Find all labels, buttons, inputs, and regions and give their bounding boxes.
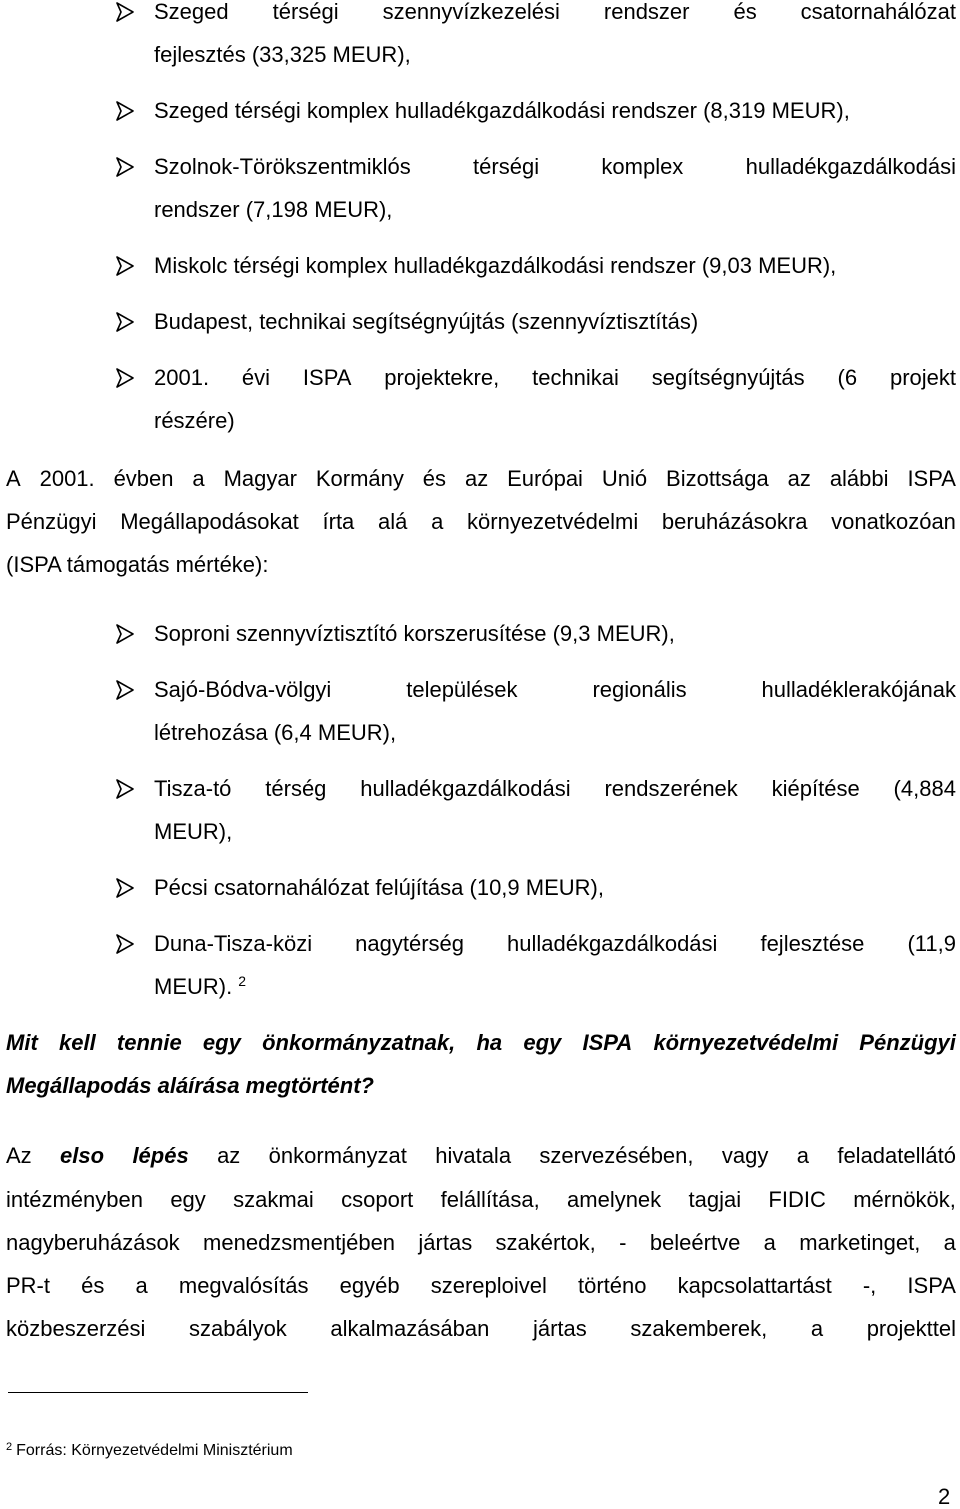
list-item-line: Szolnok-Törökszentmiklós térségi komplex hulladékgazdálkodási xyxy=(154,154,956,179)
paragraph-line: (ISPA támogatás mértéke): xyxy=(6,552,269,577)
question-line: Megállapodás aláírása megtörtént? xyxy=(6,1073,374,1098)
bullet-arrow-icon xyxy=(114,156,138,180)
footnote-ref: 2 xyxy=(238,973,247,989)
list-item-text: Miskolc térségi komplex hulladékgazdálkodási rendszer (9,03 MEUR), xyxy=(154,253,837,278)
paragraph-line: Az elso lépés az önkormányzat hivatala szervezésében, vagy a feladatellátó xyxy=(6,1143,956,1168)
list-item-line: Szeged térségi szennyvízkezelési rendszer és csatornahálózat xyxy=(154,0,956,24)
paragraph-line: A 2001. évben a Magyar Kormány és az Európai Unió Bizottsága az alábbi ISPA xyxy=(6,466,956,491)
bullet-arrow-icon xyxy=(114,679,138,703)
question-line: Mit kell tennie egy önkormányzatnak, ha egy ISPA környezetvédelmi Pénzügyi xyxy=(6,1030,956,1055)
footnote-text: Forrás: Környezetvédelmi Minisztérium xyxy=(16,1442,293,1459)
list-item-line xyxy=(154,195,392,225)
list-item-text: Budapest, technikai segítségnyújtás (szennyvíztisztítás) xyxy=(154,309,699,334)
list-item-line xyxy=(154,718,396,748)
paragraph-line: nagyberuházások menedzsmentjében jártas szakértok, - beleértve a marketinget, a xyxy=(6,1230,956,1255)
list-item-line: Tisza-tó térség hulladékgazdálkodási rendszerének kiépítése (4,884 xyxy=(154,776,956,801)
footnote-separator xyxy=(8,1392,308,1393)
bullet-arrow-icon xyxy=(114,255,138,279)
footnote xyxy=(6,1440,293,1462)
list-item-text: rendszer (7,198 MEUR), xyxy=(154,197,393,222)
list-item-line xyxy=(154,40,411,70)
list-item-line: Duna-Tisza-közi nagytérség hulladékgazdálkodási fejlesztése (11,9 xyxy=(154,931,956,956)
list-item-text: Szeged térségi komplex hulladékgazdálkodási rendszer (8,319 MEUR), xyxy=(154,98,850,123)
list-item-line: 2001. évi ISPA projektekre, technikai segítségnyújtás (6 projekt xyxy=(154,365,956,390)
list-item-text: fejlesztés (33,325 MEUR), xyxy=(154,42,411,67)
paragraph-line: PR-t és a megvalósítás egyéb szereploivel történo kapcsolattartást -, ISPA xyxy=(6,1273,956,1298)
list-item-line xyxy=(154,307,698,337)
list-item-line xyxy=(154,619,675,649)
bullet-arrow-icon xyxy=(114,623,138,647)
list-item-text: MEUR). xyxy=(154,974,233,999)
bullet-arrow-icon xyxy=(114,367,138,391)
paragraph-line: Pénzügyi Megállapodásokat írta alá a környezetvédelmi beruházásokra vonatkozóan xyxy=(6,509,956,534)
list-item-text: létrehozása (6,4 MEUR), xyxy=(154,720,397,745)
bullet-arrow-icon xyxy=(114,1,138,25)
list-item-text: Pécsi csatornahálózat felújítása (10,9 MEUR), xyxy=(154,875,604,900)
list-item-line xyxy=(154,96,850,126)
list-item-text: részére) xyxy=(154,408,235,433)
list-item-line: Sajó-Bódva-völgyi települések regionális hulladéklerakójának xyxy=(154,677,956,702)
list-item-line xyxy=(154,251,836,281)
list-item-line xyxy=(154,873,604,903)
list-item-line xyxy=(154,817,232,847)
bullet-arrow-icon xyxy=(114,877,138,901)
footnote-mark: 2 xyxy=(6,1441,13,1453)
bullet-arrow-icon xyxy=(114,100,138,124)
list-item-text: Soproni szennyvíztisztító korszerusítése (9,3 MEUR), xyxy=(154,621,675,646)
list-item-text: MEUR), xyxy=(154,819,233,844)
paragraph-line: intézményben egy szakmai csoport felállítása, amelynek tagjai FIDIC mérnökök, xyxy=(6,1187,956,1212)
page-number: 2 xyxy=(938,1484,951,1509)
list-item-line xyxy=(154,406,235,436)
bullet-arrow-icon xyxy=(114,778,138,802)
list-item-line xyxy=(154,972,246,1002)
bullet-arrow-icon xyxy=(114,311,138,335)
bullet-arrow-icon xyxy=(114,933,138,957)
paragraph-line: közbeszerzési szabályok alkalmazásában jártas szakemberek, a projekttel xyxy=(6,1316,956,1341)
